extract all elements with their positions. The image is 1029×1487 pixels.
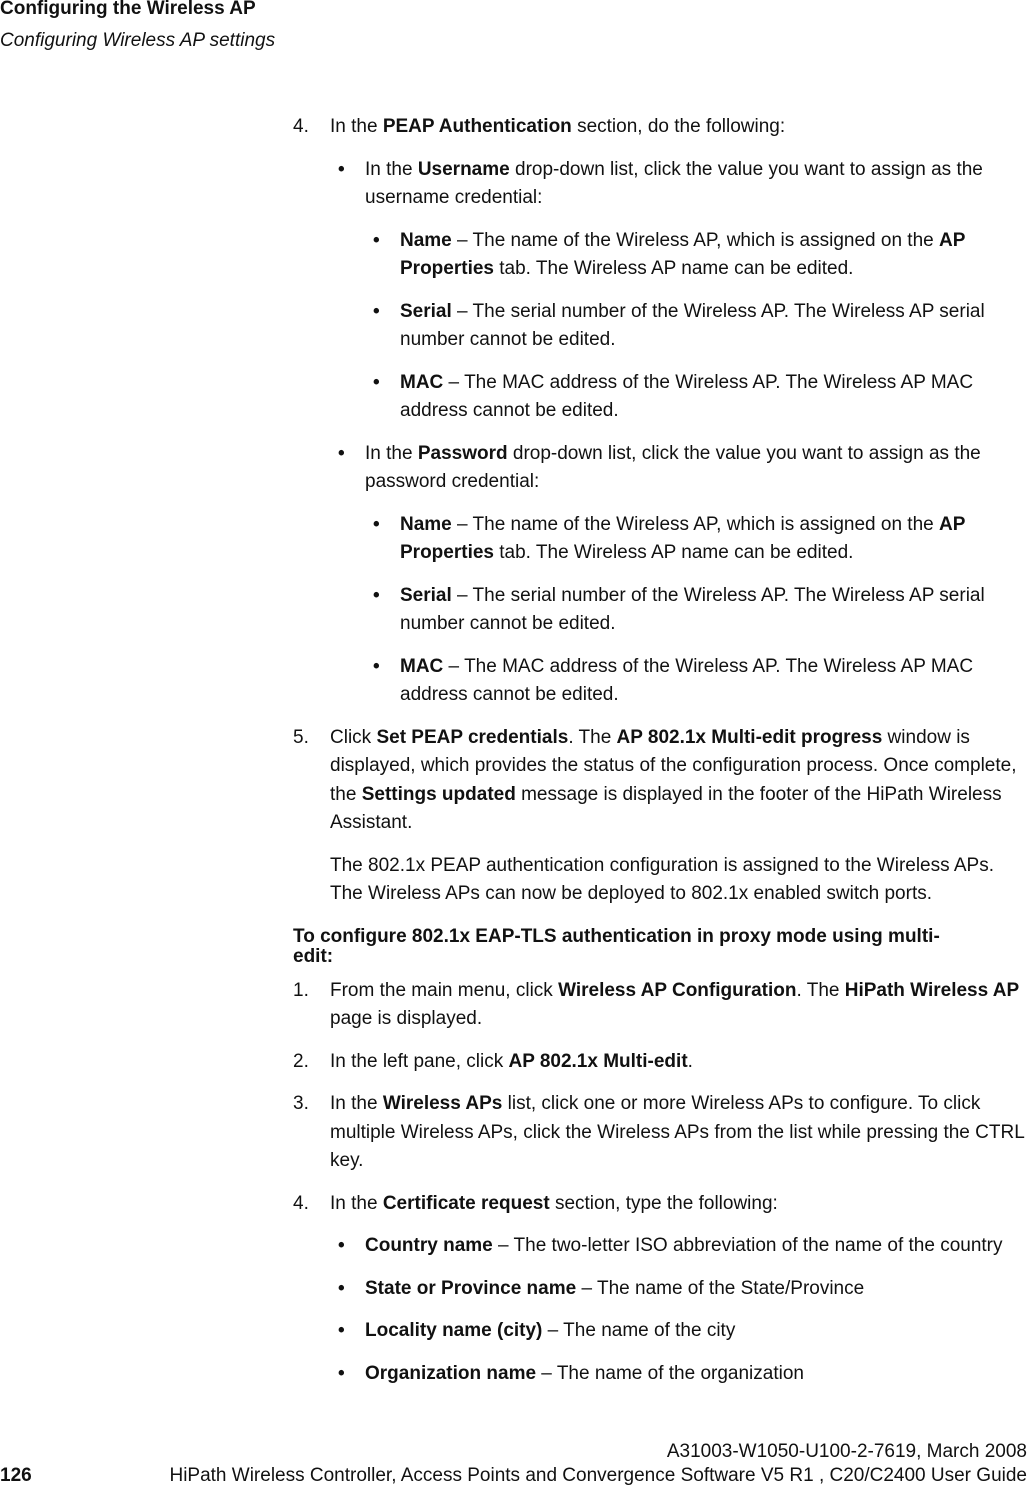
bullet-username-name: [293, 227, 1027, 284]
procedure-heading: To configure 802.1x EAP-TLS authentication in proxy mode using multi-edit:: [293, 925, 940, 967]
step-number: 5.: [293, 726, 309, 748]
text: tab. The Wireless AP name can be edited.: [493, 258, 854, 279]
text: From the main menu, click: [330, 979, 559, 1001]
text: – The name of the State/Province: [576, 1277, 865, 1299]
bullet-state: [293, 1275, 1027, 1304]
text: . The: [568, 726, 617, 748]
text: page is displayed.: [330, 1008, 483, 1029]
text: In the: [330, 1093, 383, 1114]
ui-term: Locality name (city): [365, 1320, 543, 1341]
ui-term: Organization name: [365, 1362, 537, 1384]
bullet-organization: [293, 1360, 1027, 1389]
ui-term: AP 802.1x Multi-edit progress: [616, 726, 883, 748]
text: list, click one or more Wireless APs to configure. To click multiple Wireless APs, click the Wireless APs from the list while pressing the CTRL key.: [330, 1093, 1025, 1171]
page-number: 126: [0, 1465, 32, 1486]
document-body: [293, 113, 1027, 1402]
bullet-password-serial: [293, 582, 1027, 639]
document-code: A31003-W1050-U100-2-7619, March 2008: [666, 1441, 1027, 1462]
text: tab. The Wireless AP name can be edited.: [493, 542, 854, 563]
step-5-note: The 802.1x PEAP authentication configuration is assigned to the Wireless APs. The Wireless APs can now be deployed to 802.1x enabled switch ports.: [330, 854, 994, 904]
bullet-locality: [293, 1317, 1027, 1346]
ui-term: Certificate request: [382, 1192, 550, 1214]
step-1-main-menu: [293, 977, 1027, 1034]
ui-term: Serial: [400, 300, 452, 322]
bullet-username-mac: [293, 369, 1027, 426]
ui-term: Name: [400, 229, 452, 251]
step-number: 4.: [293, 1192, 309, 1214]
ui-term: MAC: [400, 655, 444, 677]
ui-term: Set PEAP credentials: [376, 726, 569, 748]
step-2-left-pane: [293, 1048, 1027, 1077]
bullet-password-mac: [293, 653, 1027, 710]
text: drop-down list, click the value you want to assign as the password credential:: [365, 442, 981, 492]
ui-term: Password: [417, 442, 508, 464]
step-number: 3.: [293, 1093, 309, 1114]
ui-term: Settings updated: [361, 783, 516, 805]
ui-term: HiPath Wireless AP: [844, 979, 1020, 1001]
text: – The name of the Wireless AP, which is assigned on the: [451, 229, 939, 251]
text: drop-down list, click the value you want to assign as the username credential:: [365, 158, 983, 208]
text: – The MAC address of the Wireless AP. The Wireless AP MAC address cannot be edited.: [400, 371, 974, 421]
book-title: HiPath Wireless Controller, Access Points and Convergence Software V5 R1 , C20/C2400 User Guide: [169, 1465, 1027, 1486]
text: In the: [330, 116, 383, 137]
step-3-wireless-aps: [293, 1090, 1027, 1176]
ui-term: Country name: [365, 1235, 493, 1256]
ui-term: Wireless APs: [382, 1093, 503, 1114]
step-number: 4.: [293, 116, 309, 137]
ui-term: PEAP Authentication: [382, 116, 572, 137]
text: message is displayed in the footer of the HiPath Wireless Assistant.: [330, 783, 1002, 833]
text: section, type the following:: [549, 1192, 778, 1214]
step-4-certificate: [293, 1190, 1027, 1219]
text: – The name of the organization: [536, 1362, 804, 1384]
bullet-country: [293, 1232, 1027, 1261]
text: – The MAC address of the Wireless AP. The Wireless AP MAC address cannot be edited.: [400, 655, 974, 705]
step-number: 1.: [293, 979, 309, 1001]
text: In the: [365, 442, 418, 464]
text: – The two-letter ISO abbreviation of the name of the country: [492, 1235, 1003, 1256]
text: section, do the following:: [571, 116, 786, 137]
chapter-title: Configuring the Wireless AP: [0, 0, 256, 19]
ui-term: Serial: [400, 584, 452, 606]
step-5-set-credentials: [293, 724, 1027, 838]
ui-term: Wireless AP Configuration: [558, 979, 797, 1001]
step-number: 2.: [293, 1050, 309, 1072]
bullet-password: [293, 440, 1027, 497]
ui-term: AP Properties: [400, 229, 966, 279]
ui-term: MAC: [400, 371, 444, 393]
ui-term: AP Properties: [400, 513, 966, 563]
text: . The: [796, 979, 845, 1001]
text: – The name of the city: [542, 1320, 736, 1341]
text: .: [687, 1050, 693, 1072]
bullet-username: [293, 156, 1027, 213]
text: – The name of the Wireless AP, which is assigned on the: [451, 513, 939, 535]
text: window is displayed, which provides the status of the configuration process. Once complete, the: [330, 726, 1017, 805]
step-4-peap: [293, 113, 1027, 142]
text: In the: [365, 158, 418, 180]
section-subtitle: Configuring Wireless AP settings: [0, 30, 276, 51]
bullet-password-name: [293, 511, 1027, 568]
ui-term: State or Province name: [365, 1277, 577, 1299]
text: – The serial number of the Wireless AP. The Wireless AP serial number cannot be edited.: [400, 300, 985, 350]
text: In the left pane, click: [330, 1050, 509, 1072]
ui-term: AP 802.1x Multi-edit: [508, 1050, 688, 1072]
ui-term: Name: [400, 513, 452, 535]
text: Click: [330, 726, 377, 748]
ui-term: Username: [417, 158, 510, 180]
text: – The serial number of the Wireless AP. The Wireless AP serial number cannot be edited.: [400, 584, 985, 634]
text: In the: [330, 1192, 383, 1214]
bullet-username-serial: [293, 298, 1027, 355]
